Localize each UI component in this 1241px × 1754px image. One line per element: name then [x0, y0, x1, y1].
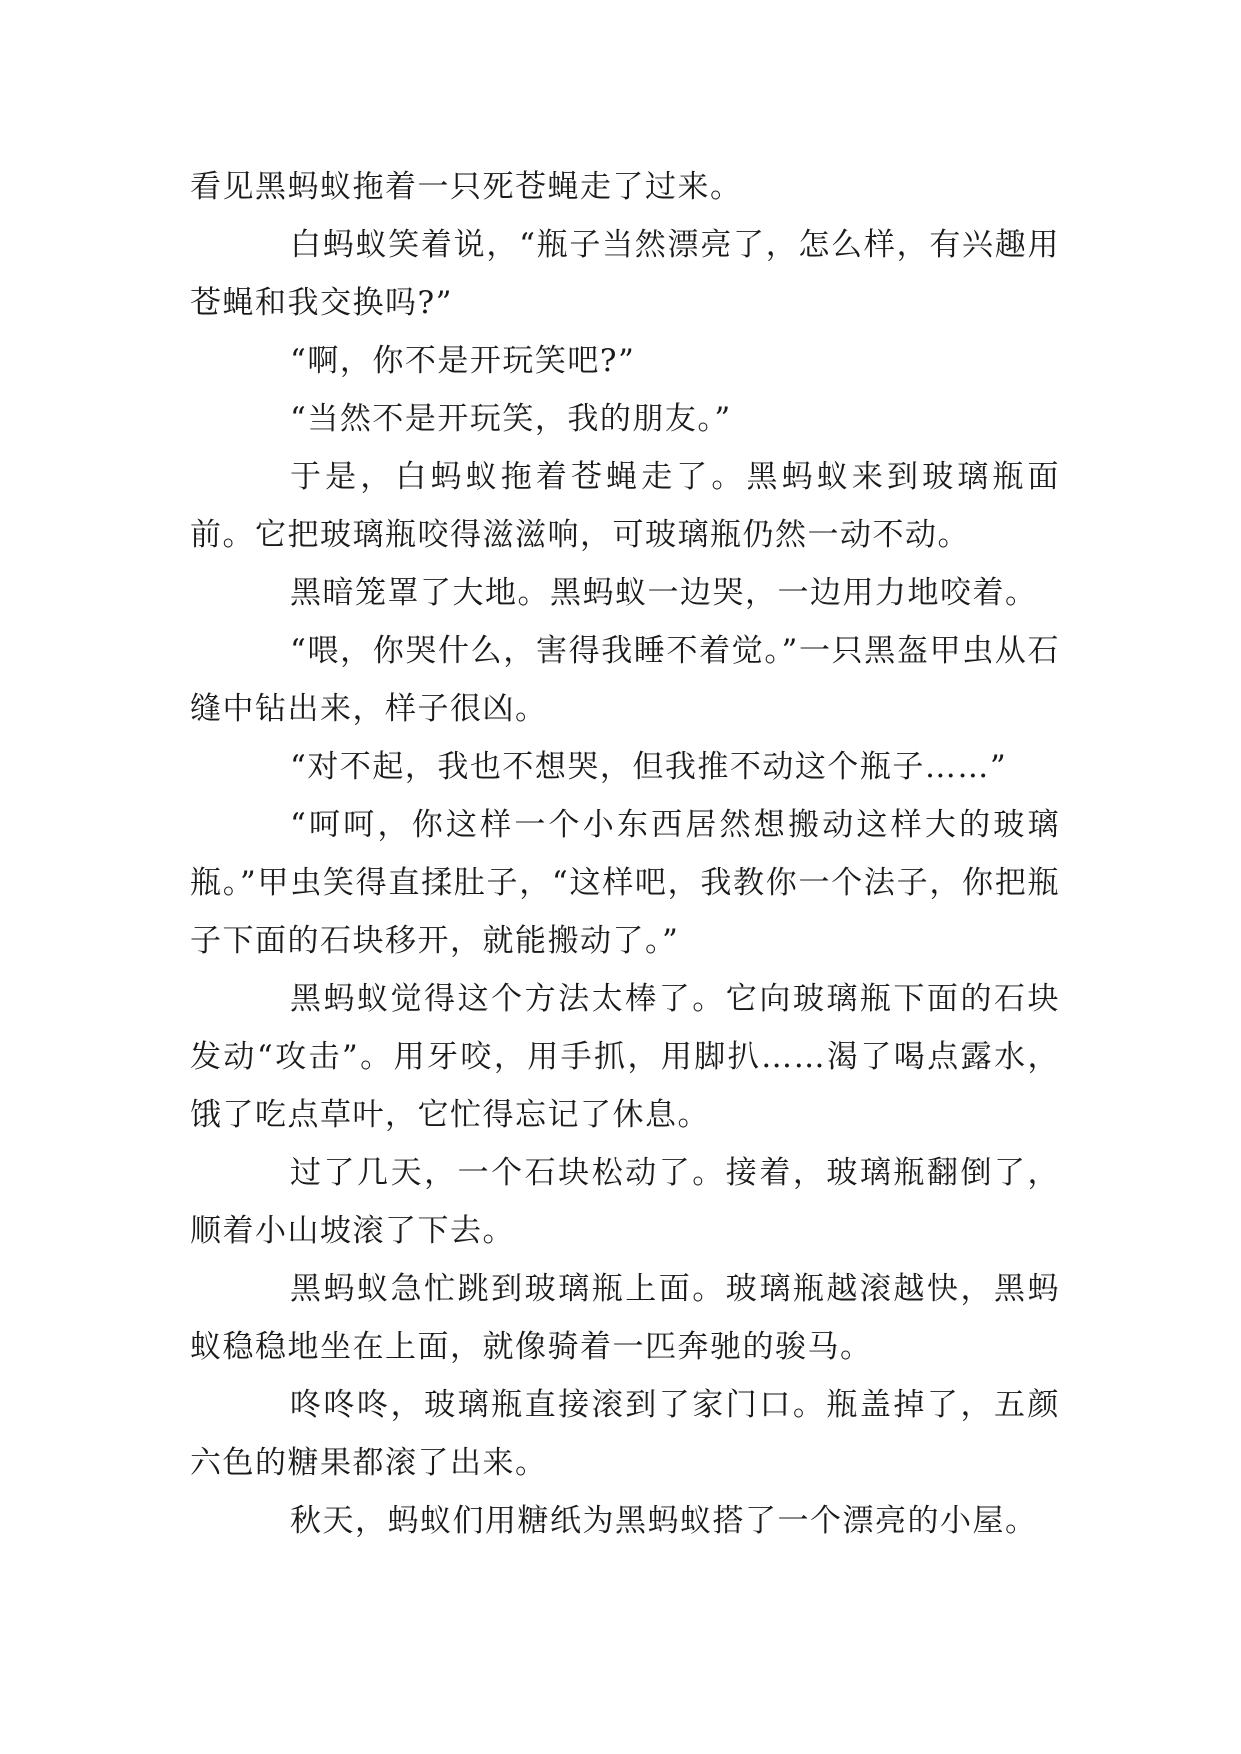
paragraph-9: “呵呵，你这样一个小东西居然想搬动这样大的玻璃瓶。”甲虫笑得直揉肚子，“这样吧，我教你一个法子，你把瓶子下面的石块移开，就能搬动了。” — [190, 807, 1060, 959]
paragraph-8: “对不起，我也不想哭，但我推不动这个瓶子……” — [290, 749, 1008, 785]
paragraph-11: 过了几天，一个石块松动了。接着，玻璃瓶翻倒了，顺着小山坡滚了下去。 — [190, 1155, 1060, 1249]
paragraph-7: “喂，你哭什么，害得我睡不着觉。”一只黑盔甲虫从石缝中钻出来，样子很凶。 — [190, 633, 1060, 727]
paragraph-6: 黑暗笼罩了大地。黑蚂蚁一边哭，一边用力地咬着。 — [290, 575, 1038, 611]
paragraph-2: 白蚂蚁笑着说，“瓶子当然漂亮了，怎么样，有兴趣用苍蝇和我交换吗?” — [190, 227, 1060, 321]
paragraph-4: “当然不是开玩笑，我的朋友。” — [290, 401, 732, 437]
paragraph-3: “啊，你不是开玩笑吧?” — [290, 343, 636, 379]
paragraph-12: 黑蚂蚁急忙跳到玻璃瓶上面。玻璃瓶越滚越快，黑蚂蚁稳稳地坐在上面，就像骑着一匹奔驰的骏马。 — [190, 1271, 1060, 1365]
paragraph-13: 咚咚咚，玻璃瓶直接滚到了家门口。瓶盖掉了，五颜六色的糖果都滚了出来。 — [190, 1387, 1060, 1481]
paragraph-5: 于是，白蚂蚁拖着苍蝇走了。黑蚂蚁来到玻璃瓶面前。它把玻璃瓶咬得滋滋响，可玻璃瓶仍然一动不动。 — [190, 459, 1060, 553]
paragraph-1: 看见黑蚂蚁拖着一只死苍蝇走了过来。 — [190, 169, 743, 205]
story-text — [190, 158, 1060, 1550]
paragraph-14: 秋天，蚂蚁们用糖纸为黑蚂蚁搭了一个漂亮的小屋。 — [290, 1503, 1038, 1539]
paragraph-10: 黑蚂蚁觉得这个方法太棒了。它向玻璃瓶下面的石块发动“攻击”。用牙咬，用手抓，用脚扒……渴了喝点露水，饿了吃点草叶，它忙得忘记了休息。 — [190, 981, 1060, 1133]
